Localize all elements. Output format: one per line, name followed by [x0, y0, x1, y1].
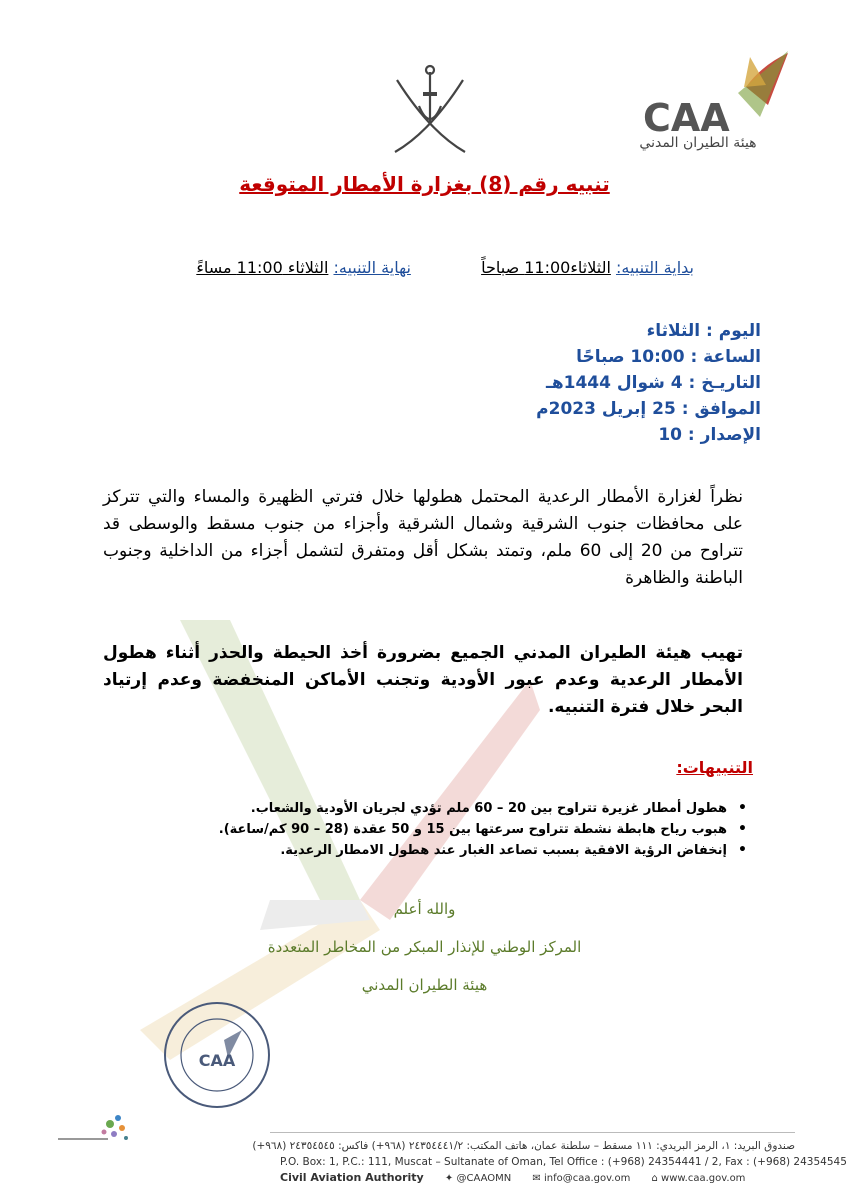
- footer-org-name: Civil Aviation Authority: [280, 1171, 424, 1184]
- oman-emblem: [385, 62, 475, 158]
- meta-gregorian-date: الموافق : 25 إبريل 2023م: [536, 399, 761, 419]
- start-label: بداية التنبيه:: [615, 258, 694, 277]
- meta-day: اليوم : الثلاثاء: [646, 321, 761, 341]
- end-label: نهاية التنبيه:: [333, 258, 411, 277]
- issuing-center: المركز الوطني للإنذار المبكر من المخاطر المتعددة: [267, 938, 582, 956]
- footer-divider: [270, 1132, 795, 1133]
- vision-logo: [48, 1108, 138, 1168]
- notice-item: • هبوب رياح هابطة نشطة تتراوح سرعتها بين 15 و 50 عقدة (28 – 90 كم/ساعة).: [193, 819, 753, 840]
- alert-validity: [196, 258, 694, 277]
- alert-title: تنبيه رقم (8) بغزارة الأمطار المتوقعة: [239, 172, 610, 196]
- svg-text:CAA: CAA: [198, 1051, 236, 1070]
- footer-address-english: P.O. Box: 1, P.C.: 111, Muscat – Sultanate of Oman, Tel Office : (+968) 24354441 / 2, Fax : (+968) 24354545: [280, 1156, 847, 1168]
- logo-text: CAA: [643, 96, 730, 135]
- meta-hijri-date: التاريـخ : 4 شوال 1444هـ: [546, 373, 761, 393]
- caa-logo: [638, 45, 798, 160]
- notices-heading: التنبيهات:: [676, 758, 753, 777]
- issue-metadata: [431, 318, 761, 448]
- notice-item: • إنخفاض الرؤية الافقية بسبب تصاعد الغبار عند هطول الامطار الرعدية.: [193, 840, 753, 861]
- footer-website[interactable]: ⌂ www.caa.gov.om: [651, 1173, 746, 1184]
- notice-item: • هطول أمطار غزيرة تتراوح بين 20 – 60 ملم تؤدي لجريان الأودية والشعاب.: [193, 798, 753, 819]
- logo-arabic-name: هيئة الطيران المدني: [639, 135, 757, 151]
- closing-phrase: والله أعلم: [393, 900, 456, 918]
- footer-email[interactable]: ✉ info@caa.gov.om: [532, 1173, 631, 1184]
- footer-twitter[interactable]: ✦ @CAAOMN: [444, 1173, 512, 1184]
- end-value: الثلاثاء 11:00 مساءً: [196, 258, 329, 277]
- notices-list: [193, 798, 753, 861]
- meta-issue-number: الإصدار : 10: [658, 425, 761, 445]
- meta-time: الساعة : 10:00 صباحًا: [576, 347, 761, 367]
- caa-logo-mark: [638, 45, 798, 135]
- issuing-authority: هيئة الطيران المدني: [361, 976, 488, 994]
- start-value: الثلاثاء11:00 صباحاً: [481, 258, 611, 277]
- safety-advice-paragraph: تهيب هيئة الطيران المدني الجميع بضرورة أخذ الحيطة والحذر أثناء هطول الأمطار الرعدية وعدم عبور الأودية وتجنب الأماكن المنخفضة وعدم إرتياد البحر خلال فترة التنبيه.: [103, 643, 743, 717]
- vision-logo-mark: [48, 1108, 138, 1152]
- forecast-paragraph: نظراً لغزارة الأمطار الرعدية المحتمل هطولها خلال فترتي الظهيرة والمساء والتي تتركز على محافظات جنوب الشرقية وشمال الشرقية وأجزاء من جنوب مسقط والوسطى قد تتراوح من 20 إلى 60 ملم، وتمتد بشكل أقل ومتفرق لتشمل أجزاء من الداخلية وجنوب الباطنة والظاهرة: [103, 487, 743, 588]
- official-stamp: [162, 1000, 272, 1110]
- footer: [252, 1138, 847, 1187]
- footer-address-arabic: صندوق البريد: ١، الرمز البريدي: ١١١ مسقط – سلطنة عمان، هاتف المكتب: ٢٤٣٥٤٤٤١/٢ (٩٦٨+) فاكس: ٢٤٣٥٤٥٤٥ (٩٦٨+): [252, 1140, 795, 1152]
